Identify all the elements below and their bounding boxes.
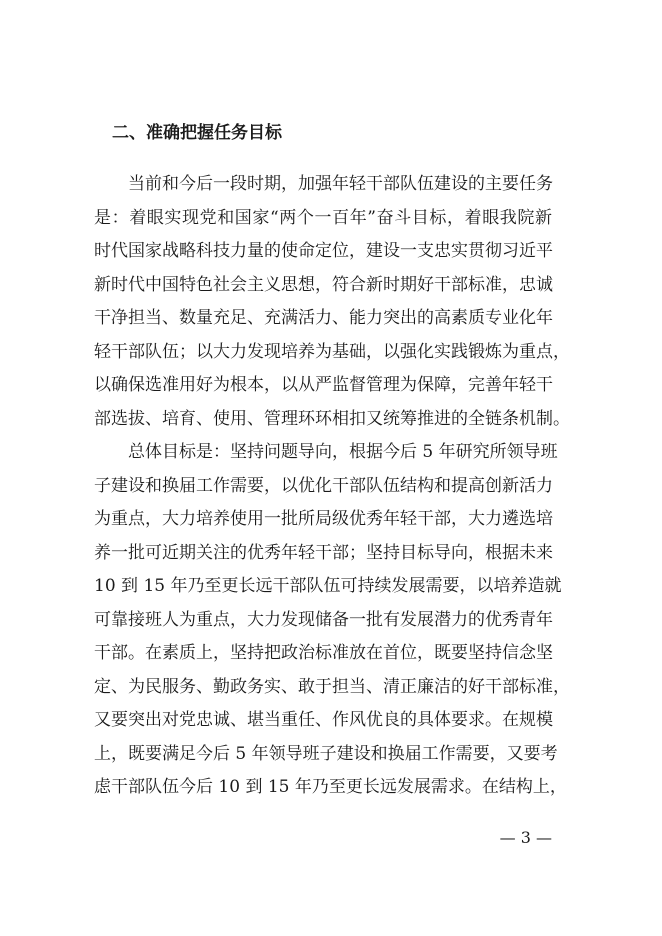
- text-line: 时代国家战略科技力量的使命定位，建设一支忠实贯彻习近平: [94, 241, 553, 261]
- section-heading: 二、准确把握任务目标: [112, 123, 282, 143]
- paragraph-task: [94, 168, 570, 436]
- text-line: 总体目标是：坚持问题导向，根据今后 5 年研究所领导班: [128, 442, 558, 462]
- text-line: 子建设和换届工作需要，以优化干部队伍结构和提高创新活力: [94, 475, 553, 496]
- text-line: 又要突出对党忠诚、堪当重任、作风优良的具体要求。在规模: [94, 710, 553, 730]
- paragraph-goals: [94, 436, 570, 805]
- text-line: 新时代中国特色社会主义思想，符合新时期好干部标准，忠诚: [94, 274, 553, 295]
- text-line: 10 到 15 年乃至更长远干部队伍可持续发展需要，以培养造就: [94, 576, 562, 596]
- text-line: 可靠接班人为重点，大力发现储备一批有发展潜力的优秀青年: [94, 609, 553, 630]
- text-line: 轻干部队伍；以大力发现培养为基础，以强化实践锻炼为重点，: [94, 341, 570, 362]
- text-line: 为重点，大力培养使用一批所局级优秀年轻干部，大力遴选培: [94, 509, 553, 529]
- text-line: 干部。在素质上，坚持把政治标准放在首位，既要坚持信念坚: [94, 643, 553, 663]
- text-line: 是：着眼实现党和国家“两个一百年”奋斗目标，着眼我院新: [94, 207, 552, 228]
- text-line: 养一批可近期关注的优秀年轻干部；坚持目标导向，根据未来: [94, 542, 553, 563]
- text-line: 部选拔、培育、使用、管理环环相扣又统筹推进的全链条机制。: [94, 408, 570, 429]
- text-line: 当前和今后一段时期，加强年轻干部队伍建设的主要任务: [128, 174, 553, 194]
- text-line: 以确保选准用好为根本，以从严监督管理为保障，完善年轻干: [94, 375, 553, 395]
- text-line: 干净担当、数量充足、充满活力、能力突出的高素质专业化年: [94, 308, 553, 328]
- text-line: 上，既要满足今后 5 年领导班子建设和换届工作需要，又要考: [94, 743, 558, 764]
- text-line: 虑干部队伍今后 10 到 15 年乃至更长远发展需求。在结构上，: [94, 777, 567, 797]
- text-line: 定、为民服务、勤政务实、敢于担当、清正廉洁的好干部标准，: [94, 676, 570, 697]
- page-number: — 3 —: [499, 828, 552, 847]
